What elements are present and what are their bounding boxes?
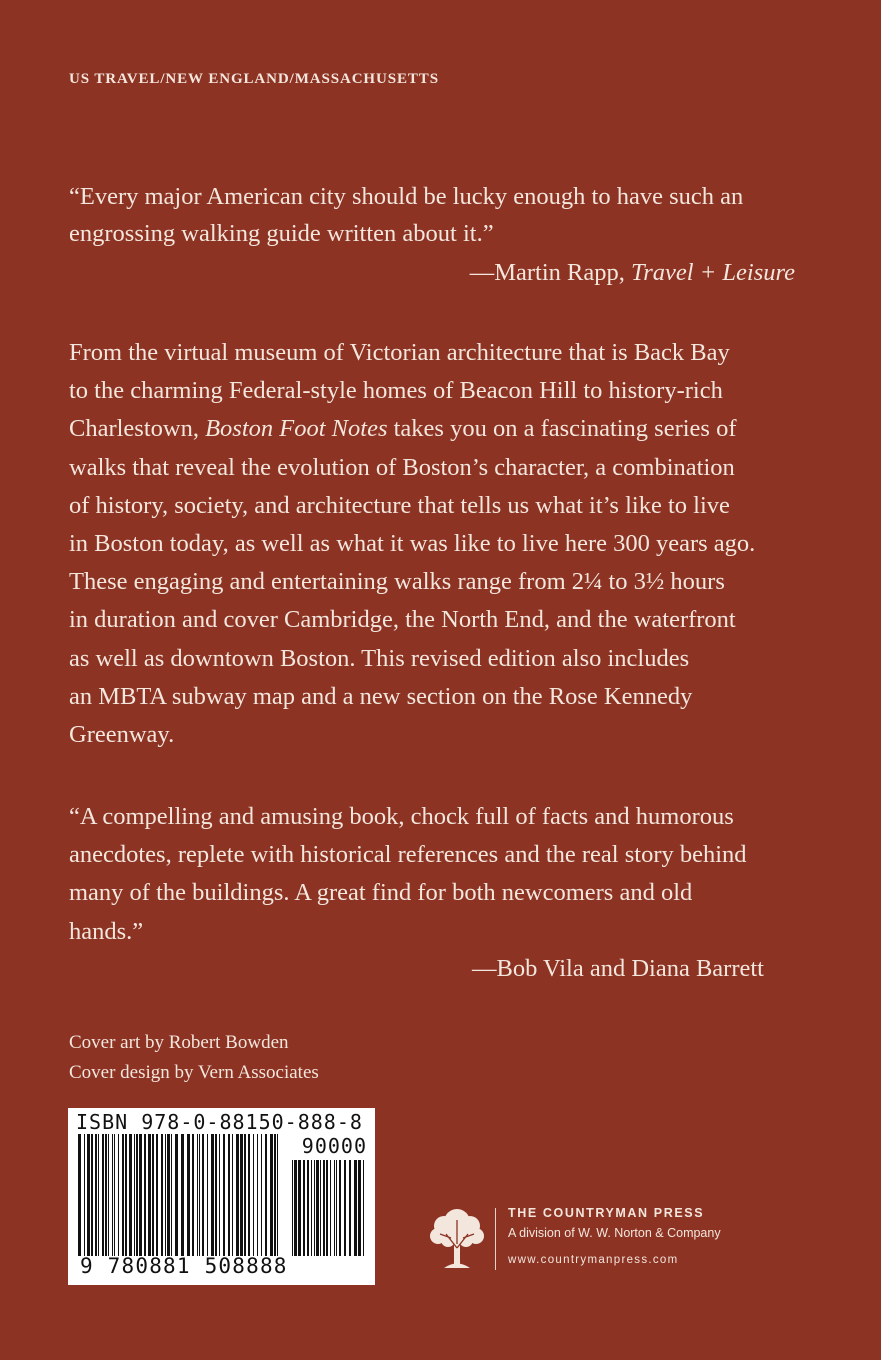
publisher-block [428,1198,768,1278]
ean-barcode-bars [74,1134,284,1256]
barcode-bar [192,1134,194,1256]
barcode-bar [207,1134,208,1256]
barcode-bar [139,1134,142,1256]
quote-1-attribution [470,254,795,291]
barcode-bar [232,1134,233,1256]
barcode-bar [316,1160,319,1256]
barcode-bar [274,1134,276,1256]
description-line: of history, society, and architecture that tells us what it’s like to live [69,491,730,519]
barcode-bar [215,1134,217,1256]
barcode-bar [78,1134,81,1256]
quote-1-line-1: “Every major American city should be lucky enough to have such an [69,183,744,210]
barcode-bar [181,1134,184,1256]
barcode-bar [165,1134,166,1256]
barcode-bar [307,1160,309,1256]
barcode-bar [102,1134,104,1256]
quote-1-attribution-author: —Martin Rapp, [469,259,631,286]
quote-2-line: hands.” [69,917,144,945]
barcode-bar [363,1160,364,1256]
barcode-bar [199,1134,200,1256]
barcode-bar [358,1160,361,1256]
barcode-bar [202,1134,204,1256]
barcode-bar [125,1134,127,1256]
barcode-bar [129,1134,132,1256]
barcode-bar [87,1134,90,1256]
barcode-bar [136,1134,138,1256]
barcode-bar [134,1134,135,1256]
barcode-bar [265,1134,267,1256]
quote-2-line: anecdotes, replete with historical references and the real story behind [69,841,747,869]
isbn-barcode [68,1108,375,1285]
barcode-bar [108,1134,109,1256]
barcode-bar [292,1160,293,1256]
barcode-bar [197,1134,198,1256]
barcode-bar [118,1134,119,1256]
barcode-bar [187,1134,190,1256]
description-line: as well as downtown Boston. This revised edition also includes [69,644,690,672]
quote-2-line: many of the buildings. A great find for both newcomers and old [69,879,693,907]
cover-credits [69,1028,319,1088]
barcode-bar [349,1160,351,1256]
barcode-bar [228,1134,230,1256]
tree-icon [428,1204,486,1274]
barcode-bar [354,1160,357,1256]
description-line: Greenway. [69,721,175,749]
review-quote-1 [69,178,809,252]
barcode-bar [277,1134,278,1256]
barcode-bar [330,1160,331,1256]
description-line: an MBTA subway map and a new section on the Rose Kennedy [69,682,693,710]
barcode-bar [84,1134,85,1256]
barcode-bar [161,1134,163,1256]
publisher-name: THE COUNTRYMAN PRESS [508,1206,705,1220]
review-quote-2 [69,798,814,951]
quote-2-attribution: —Bob Vila and Diana Barrett [471,955,764,982]
barcode-bar [311,1160,312,1256]
barcode-bar [314,1160,315,1256]
price-code: 90000 [301,1134,367,1158]
barcode-bar [320,1160,321,1256]
addon-barcode-bars [288,1160,368,1256]
barcode-bar [253,1134,254,1256]
barcode-bar [171,1134,172,1256]
description-line: From the virtual museum of Victorian architecture that is Back Bay [69,339,730,366]
description-line: in Boston today, as well as what it was like to live here 300 years ago. [69,530,756,558]
publisher-divider [495,1208,496,1270]
barcode-bar [114,1134,115,1256]
barcode-bar [112,1134,113,1256]
barcode-bar [244,1134,246,1256]
barcode-bar [298,1160,301,1256]
barcode-bar [326,1160,328,1256]
barcode-bar [211,1134,214,1256]
category-label: US TRAVEL/NEW ENGLAND/MASSACHUSETTS [69,71,439,87]
description-line: These engaging and entertaining walks range from 2¼ to 3½ hours [69,568,725,596]
barcode-bar [248,1134,250,1256]
barcode-bar [105,1134,107,1256]
description-line: in duration and cover Cambridge, the North End, and the waterfront [69,606,736,634]
barcode-bar [336,1160,337,1256]
book-description [69,334,814,754]
barcode-bar [122,1134,124,1256]
barcode-bar [240,1134,243,1256]
cover-design-credit: Cover design by Vern Associates [69,1062,319,1083]
barcode-bar [236,1134,239,1256]
barcode-bar [303,1160,305,1256]
barcode-number: 9 780881 508888 [80,1254,288,1278]
cover-art-credit: Cover art by Robert Bowden [69,1032,289,1053]
barcode-bar [344,1160,346,1256]
quote-2-line: “A compelling and amusing book, chock full of facts and humorous [69,803,734,830]
description-line: Charlestown, Boston Foot Notes takes you on a fascinating series of [69,415,737,443]
quote-1-line-2: engrossing walking guide written about it.” [69,220,494,247]
barcode-bar [175,1134,178,1256]
book-title: Boston Foot Notes [205,415,388,443]
barcode-bar [339,1160,341,1256]
barcode-bar [91,1134,93,1256]
barcode-bar [334,1160,335,1256]
description-line: walks that reveal the evolution of Boston’s character, a combination [69,453,735,481]
barcode-bar [223,1134,225,1256]
description-line: to the charming Federal-style homes of Beacon Hill to history-rich [69,377,723,405]
barcode-bar [95,1134,97,1256]
isbn-label: ISBN 978-0-88150-888-8 [76,1110,363,1134]
publisher-url: www.countrymanpress.com [508,1254,679,1266]
barcode-bar [323,1160,325,1256]
publisher-division: A division of W. W. Norton & Company [508,1226,721,1240]
barcode-bar [148,1134,151,1256]
barcode-bar [261,1134,262,1256]
barcode-bar [219,1134,220,1256]
barcode-bar [152,1134,154,1256]
barcode-bar [257,1134,258,1256]
barcode-bar [144,1134,146,1256]
barcode-bar [270,1134,273,1256]
barcode-bar [98,1134,99,1256]
barcode-bar [294,1160,297,1256]
quote-1-attribution-source: Travel + Leisure [631,259,795,286]
barcode-bar [156,1134,158,1256]
barcode-bar [167,1134,170,1256]
